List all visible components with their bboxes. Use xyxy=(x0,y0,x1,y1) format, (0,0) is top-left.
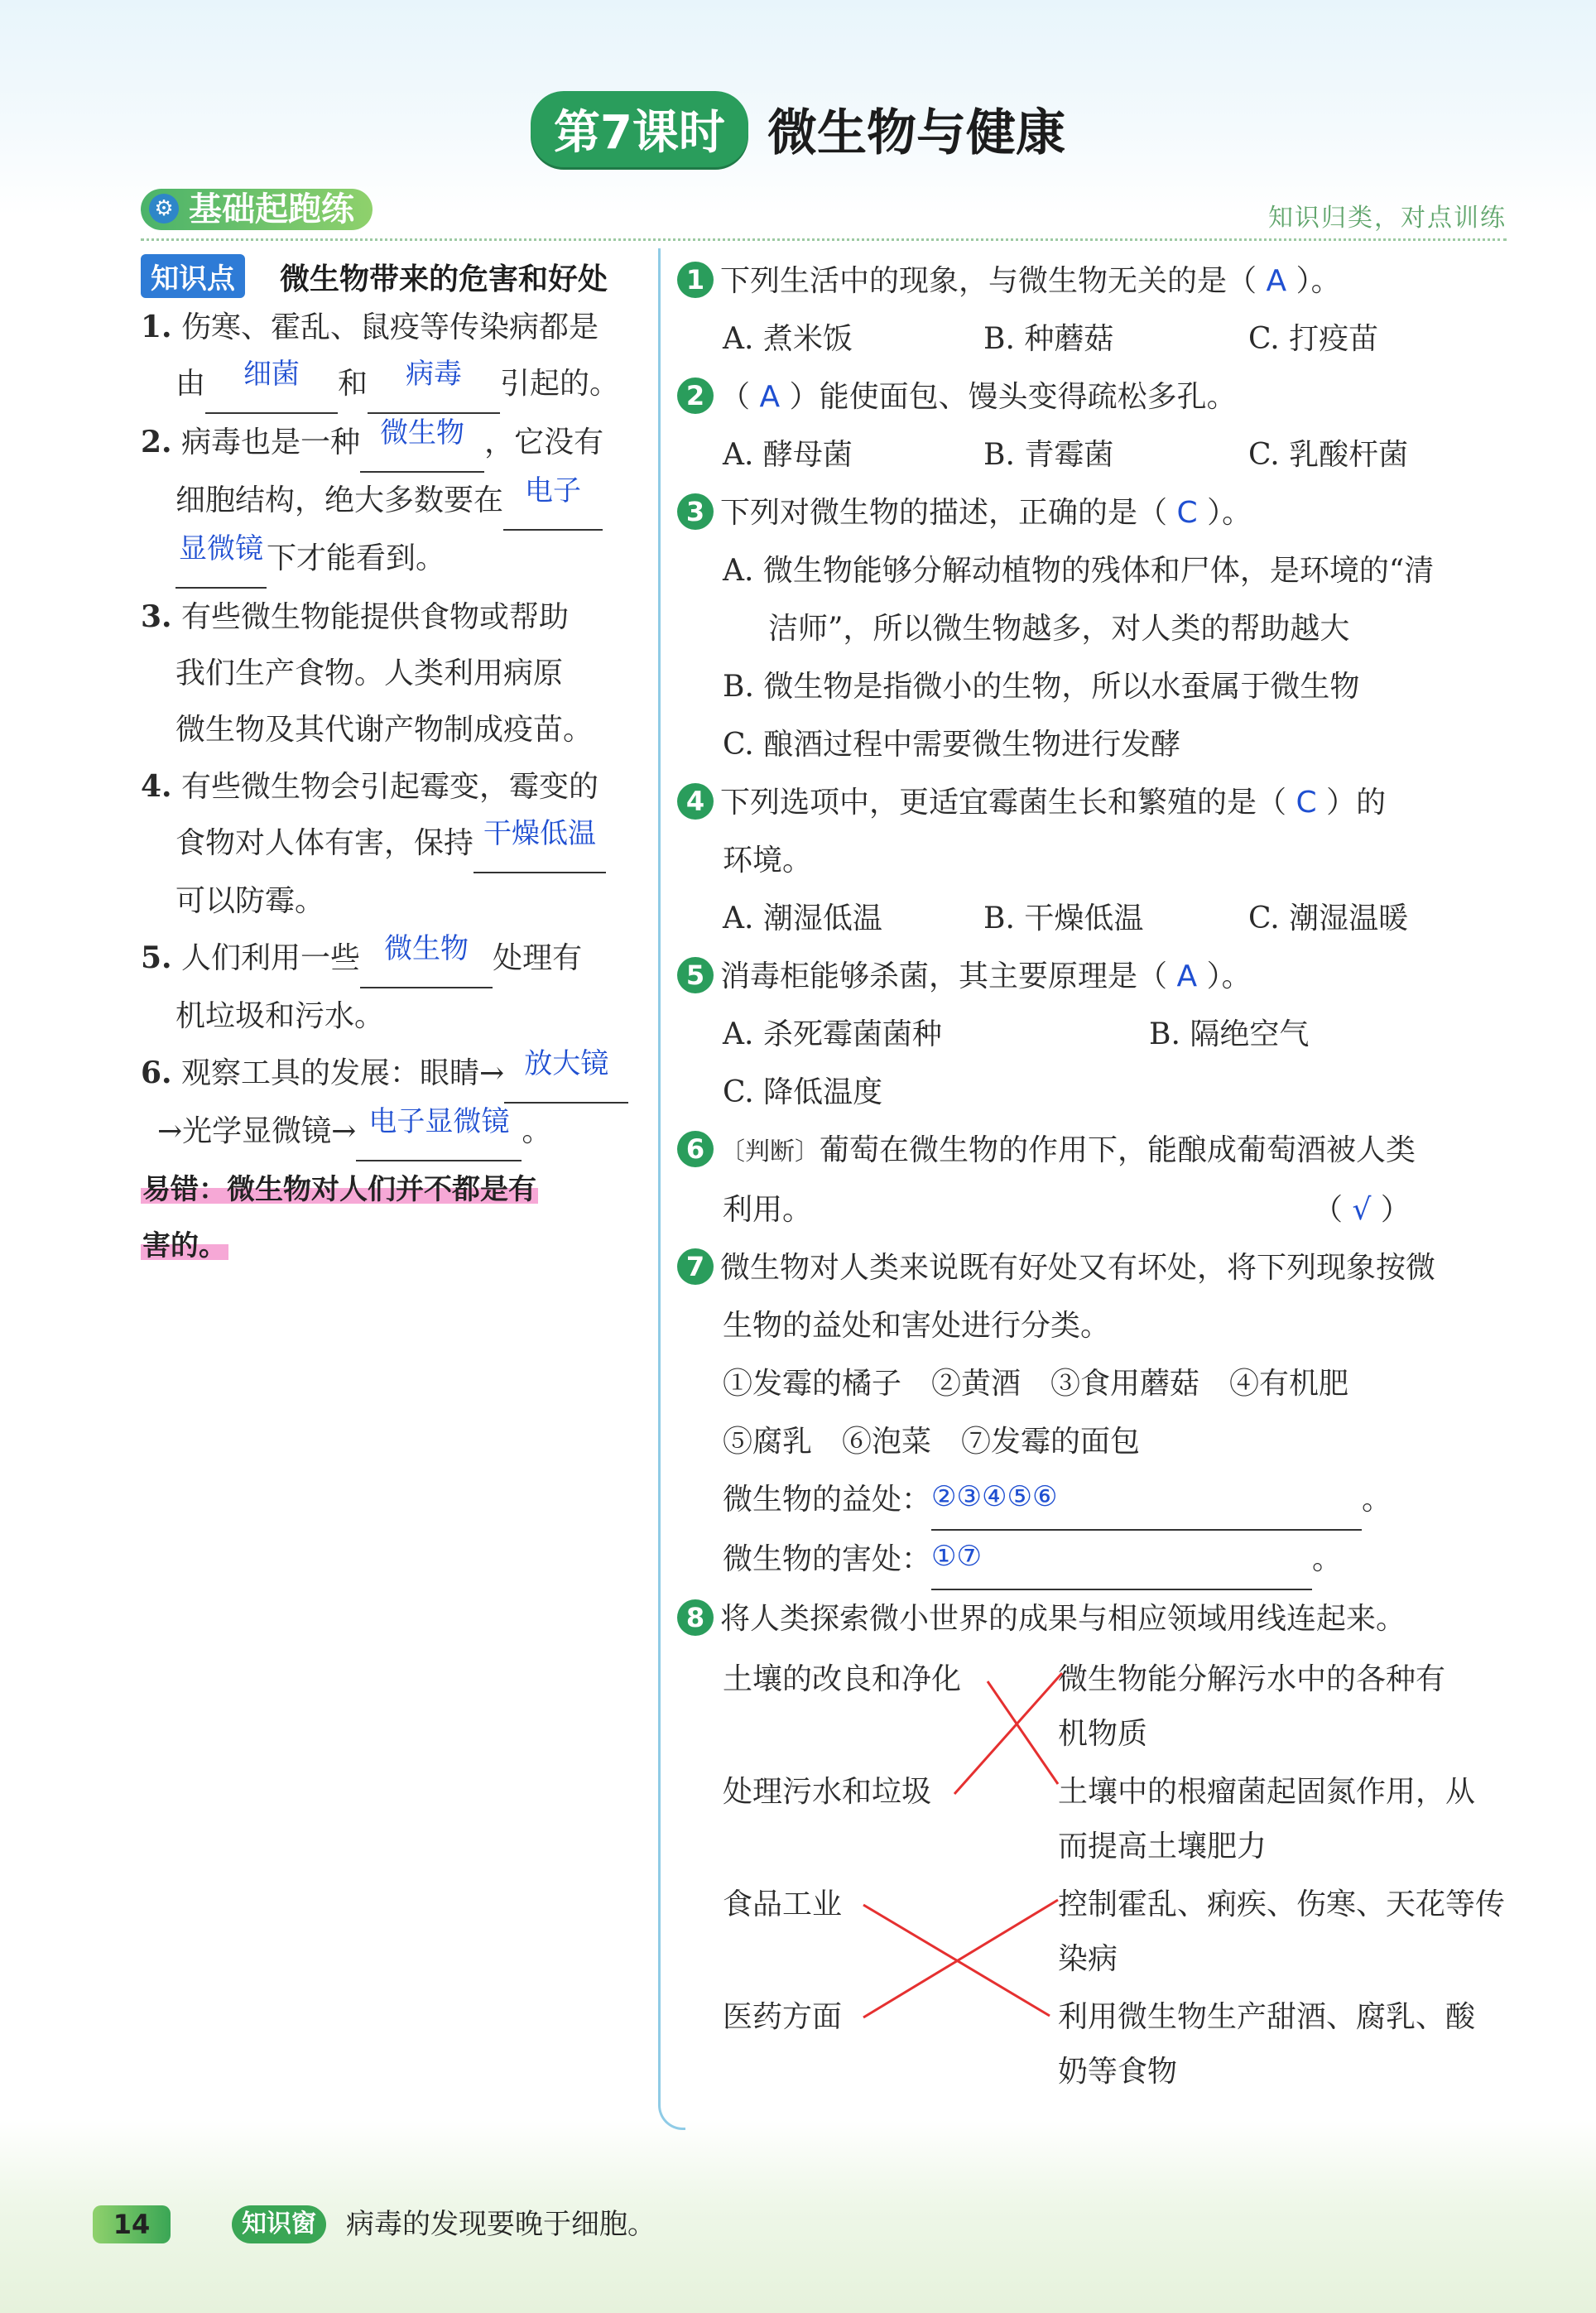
knowledge-point-header xyxy=(141,252,637,299)
item-6-line-1: 6. 观察工具的发展：眼睛→ 放大镜 xyxy=(141,1045,637,1104)
item-4-line-3: 可以防霉。 xyxy=(175,884,325,918)
blank[interactable]: 微生物 xyxy=(360,930,493,988)
blank[interactable]: 显微镜 xyxy=(175,531,267,589)
question-1-options xyxy=(677,310,1513,368)
question-7-line-2: 生物的益处和害处进行分类。 xyxy=(723,1309,1111,1343)
match-right-2-cont: 而提高土壤肥力 xyxy=(1058,1830,1267,1863)
question-3: 3 下列对微生物的描述，正确的是（ C ）。 xyxy=(677,484,1513,542)
option-c[interactable]: C. 潮湿温暖 xyxy=(1248,902,1409,935)
section-badge-label: 基础起跑练 xyxy=(189,190,354,228)
option-c[interactable]: C. 打疫苗 xyxy=(1248,322,1379,356)
common-mistake-note: 易错：微生物对人们并不都是有 xyxy=(142,1173,536,1206)
option-b[interactable]: B. 青霉菌 xyxy=(983,438,1114,472)
match-left-3[interactable]: 食品工业 xyxy=(723,1887,843,1921)
item-1-line-2: 由 细菌 和 病毒 引起的。 xyxy=(141,356,637,414)
blank[interactable]: 电子显微镜 xyxy=(356,1104,522,1161)
question-7: 7 微生物对人类来说既有好处又有坏处，将下列现象按微 xyxy=(677,1239,1513,1297)
lesson-badge: 第7课时 xyxy=(531,91,748,167)
common-mistake-note-line-2: 害的。 xyxy=(142,1229,227,1262)
matching-area xyxy=(677,1652,1513,2099)
gear-icon: ⚙ xyxy=(149,194,179,224)
option-a-cont: 洁师”，所以微生物越多，对人类的帮助越大 xyxy=(768,612,1350,646)
question-6: 6 〔判断〕葡萄在微生物的作用下，能酿成葡萄酒被人类 xyxy=(677,1122,1513,1181)
option-b[interactable]: B. 微生物是指微小的生物，所以水蚕属于微生物 xyxy=(723,670,1360,704)
option-a[interactable]: A. 微生物能够分解动植物的残体和尸体，是环境的“清 xyxy=(723,554,1435,588)
section-subtitle: 知识归类，对点训练 xyxy=(1268,204,1507,233)
match-right-3[interactable]: 控制霍乱、痢疾、伤寒、天花等传 xyxy=(1058,1887,1506,1921)
option-a[interactable]: A. 煮米饭 xyxy=(723,322,853,356)
item-2-line-2: 细胞结构，绝大多数要在 电子 xyxy=(141,473,637,531)
answer: A xyxy=(1266,264,1287,298)
option-a[interactable]: A. 潮湿低温 xyxy=(723,902,882,935)
answer: √ xyxy=(1352,1193,1372,1227)
blank[interactable]: ②③④⑤⑥ xyxy=(931,1471,1362,1531)
option-b[interactable]: B. 种蘑菇 xyxy=(983,322,1114,356)
match-line-1 xyxy=(988,1681,1058,1784)
option-c[interactable]: C. 乳酸杆菌 xyxy=(1248,438,1409,472)
answer: A xyxy=(1176,959,1198,993)
knowledge-point-title: 微生物带来的危害和好处 xyxy=(280,262,608,296)
match-right-4[interactable]: 利用微生物生产甜酒、腐乳、酸 xyxy=(1058,2000,1476,2034)
question-6-line-2: 利用。 （ √ ） xyxy=(723,1193,1411,1227)
match-line-2 xyxy=(954,1673,1062,1794)
option-b[interactable]: B. 干燥低温 xyxy=(983,902,1144,935)
question-1: 1 下列生活中的现象，与微生物无关的是（ A ）。 xyxy=(677,252,1513,310)
page-number: 14 xyxy=(93,2205,171,2243)
question-7-items-1: ①发霉的橘子 ②黄酒 ③食用蘑菇 ④有机肥 xyxy=(723,1367,1349,1401)
question-7-good: 微生物的益处：②③④⑤⑥ 。 xyxy=(677,1471,1513,1531)
blank[interactable]: 病毒 xyxy=(368,356,500,414)
option-a[interactable]: A. 酵母菌 xyxy=(723,438,853,472)
question-2: 2 （ A ）能使面包、馒头变得疏松多孔。 xyxy=(677,368,1513,426)
match-left-2[interactable]: 处理污水和垃圾 xyxy=(723,1775,932,1809)
lesson-title xyxy=(0,91,1596,167)
question-7-bad: 微生物的害处：①⑦ 。 xyxy=(677,1531,1513,1590)
question-4-options xyxy=(677,890,1513,948)
item-4-line-1: 4. 有些微生物会引起霉变，霉变的 xyxy=(141,769,599,804)
blank[interactable]: 微生物 xyxy=(360,415,484,473)
option-b[interactable]: B. 隔绝空气 xyxy=(1149,1017,1310,1051)
item-5-line-1: 5. 人们利用一些 微生物 处理有 xyxy=(141,930,637,988)
item-1-line-1: 1. 伤寒、霍乱、鼠疫等传染病都是 xyxy=(141,310,599,344)
knowledge-window-badge: 知识窗 xyxy=(232,2205,326,2243)
answer: C xyxy=(1176,496,1198,530)
option-c[interactable]: C. 降低温度 xyxy=(723,1075,883,1109)
matching-lines xyxy=(677,1652,1513,2099)
question-5-options xyxy=(677,1006,1513,1064)
question-5: 5 消毒柜能够杀菌，其主要原理是（ A ）。 xyxy=(677,948,1513,1006)
exercise-column xyxy=(677,252,1513,2099)
knowledge-point-badge: 知识点 xyxy=(141,254,245,298)
blank[interactable]: 放大镜 xyxy=(504,1046,628,1104)
match-left-1[interactable]: 土壤的改良和净化 xyxy=(723,1662,962,1696)
blank[interactable]: 细菌 xyxy=(205,356,338,414)
section-header xyxy=(141,189,1507,241)
item-2-line-1: 2. 病毒也是一种 微生物 ，它没有 xyxy=(141,414,637,473)
match-right-1-cont: 机物质 xyxy=(1058,1717,1148,1751)
item-3-line-2: 我们生产食物。人类利用病原 xyxy=(175,656,564,690)
section-badge xyxy=(141,189,373,230)
blank[interactable]: ①⑦ xyxy=(931,1531,1312,1590)
blank[interactable]: 电子 xyxy=(503,473,603,531)
match-right-2[interactable]: 土壤中的根瘤菌起固氮作用，从 xyxy=(1058,1775,1476,1809)
item-2-line-3: 显微镜 下才能看到。 xyxy=(141,531,637,589)
match-right-3-cont: 染病 xyxy=(1058,1942,1118,1976)
item-6-line-2: →光学显微镜→ 电子显微镜 。 xyxy=(141,1104,637,1161)
question-2-options xyxy=(677,426,1513,484)
blank[interactable]: 干燥低温 xyxy=(474,815,606,873)
match-left-4[interactable]: 医药方面 xyxy=(723,2000,843,2034)
answer: C xyxy=(1296,786,1317,820)
question-8: 8 将人类探索微小世界的成果与相应领域用线连起来。 xyxy=(677,1590,1513,1648)
knowledge-window-text: 病毒的发现要晚于细胞。 xyxy=(346,2208,656,2241)
match-right-1[interactable]: 微生物能分解污水中的各种有 xyxy=(1058,1662,1446,1696)
lesson-title-text: 微生物与健康 xyxy=(767,104,1066,162)
question-4: 4 下列选项中，更适宜霉菌生长和繁殖的是（ C ）的 xyxy=(677,774,1513,832)
item-3-line-3: 微生物及其代谢产物制成疫苗。 xyxy=(175,713,594,747)
item-3-line-1: 3. 有些微生物能提供食物或帮助 xyxy=(141,599,570,634)
answer: A xyxy=(759,380,781,414)
question-4-line-2: 环境。 xyxy=(723,844,813,878)
option-c[interactable]: C. 酿酒过程中需要微生物进行发酵 xyxy=(723,728,1181,762)
match-line-4 xyxy=(863,1900,1058,2017)
option-a[interactable]: A. 杀死霉菌菌种 xyxy=(723,1017,942,1051)
match-right-4-cont: 奶等食物 xyxy=(1058,2055,1178,2089)
item-5-line-2: 机垃圾和污水。 xyxy=(175,999,385,1033)
knowledge-column xyxy=(141,252,637,1274)
item-4-line-2: 食物对人体有害，保持 干燥低温 xyxy=(141,815,637,873)
question-7-items-2: ⑤腐乳 ⑥泡菜 ⑦发霉的面包 xyxy=(723,1425,1141,1459)
